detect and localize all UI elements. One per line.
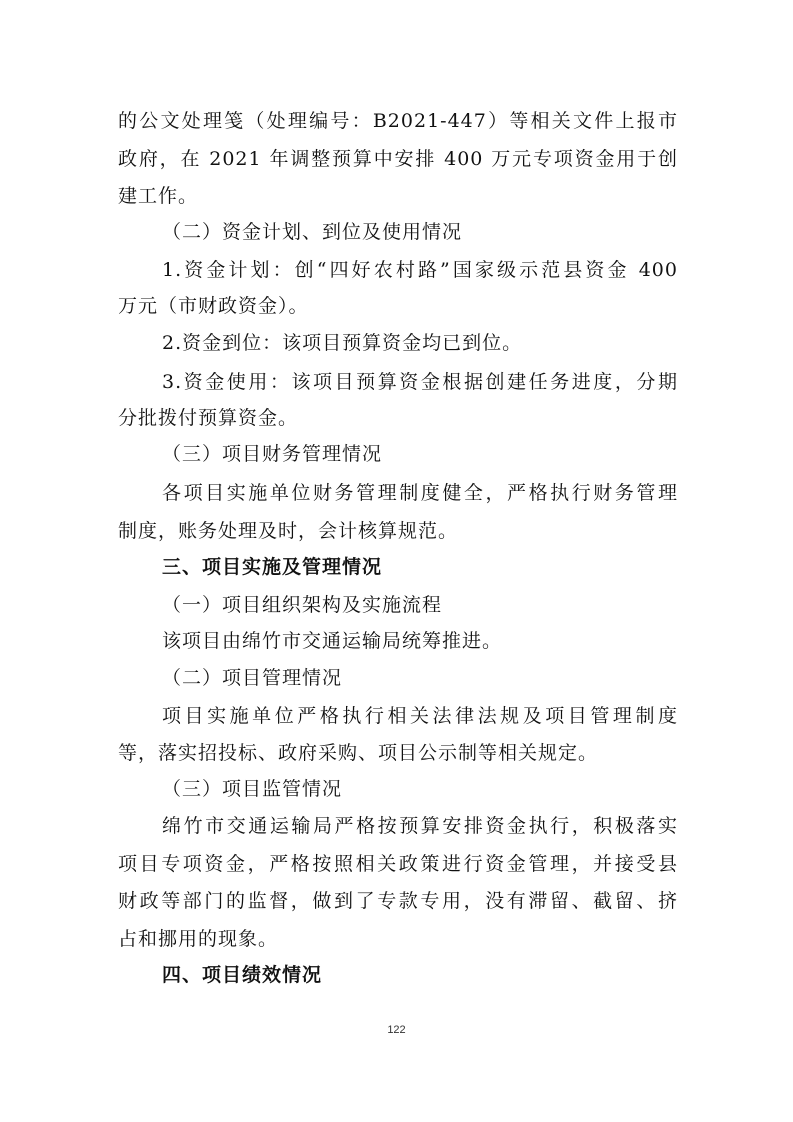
subsection-heading xyxy=(162,776,342,802)
paragraph-text: 制度，账务处理及时，会计核算规范。 xyxy=(118,520,459,542)
paragraph-text: 分批拨付预算资金。 xyxy=(118,407,299,429)
paragraph-text: 项目实施单位严格执行相关法律法规及项目管理制度 xyxy=(162,705,678,727)
paragraph-line xyxy=(162,480,678,506)
paragraph-text: 各项目实施单位财务管理制度健全，严格执行财务管理 xyxy=(162,482,678,504)
subsection-heading xyxy=(162,665,342,691)
subsection-heading-text: （二）资金计划、到位及使用情况 xyxy=(162,221,463,243)
paragraph-line xyxy=(118,518,458,544)
subsection-heading xyxy=(162,441,382,467)
paragraph-text: 占和挪用的现象。 xyxy=(118,928,279,950)
paragraph-line xyxy=(118,851,678,877)
paragraph-text: 2.资金到位：该项目预算资金均已到位。 xyxy=(162,332,523,354)
section-heading xyxy=(162,554,382,580)
paragraph-line xyxy=(118,740,598,766)
paragraph-line xyxy=(118,146,678,172)
paragraph-text: 3.资金使用：该项目预算资金根据创建任务进度，分期 xyxy=(162,371,678,393)
paragraph-line xyxy=(162,369,678,395)
paragraph-text: 1.资金计划：创“四好农村路”国家级示范县资金 400 xyxy=(162,259,678,281)
paragraph-line xyxy=(118,888,678,914)
subsection-heading xyxy=(162,592,442,618)
paragraph-line xyxy=(162,813,678,839)
paragraph-line xyxy=(118,183,198,209)
section-heading-text: 四、项目绩效情况 xyxy=(162,964,323,986)
subsection-heading-text: （三）项目监管情况 xyxy=(162,778,343,800)
paragraph-text: 的公文处理笺（处理编号：B2021-447）等相关文件上报市 xyxy=(118,110,678,132)
paragraph-text: 等，落实招投标、政府采购、项目公示制等相关规定。 xyxy=(118,742,599,764)
section-heading-text: 三、项目实施及管理情况 xyxy=(162,556,383,578)
page-number: 122 xyxy=(387,1024,406,1036)
paragraph-line xyxy=(162,257,678,283)
paragraph-text: 政府，在 2021 年调整预算中安排 400 万元专项资金用于创 xyxy=(118,148,678,170)
subsection-heading-text: （一）项目组织架构及实施流程 xyxy=(162,594,443,616)
paragraph-text: 项目专项资金，严格按照相关政策进行资金管理，并接受县 xyxy=(118,853,678,875)
paragraph-text: 该项目由绵竹市交通运输局统筹推进。 xyxy=(162,630,503,652)
paragraph-line xyxy=(118,926,278,952)
paragraph-line xyxy=(162,330,522,356)
section-heading xyxy=(162,962,322,988)
paragraph-text: 财政等部门的监督，做到了专款专用，没有滞留、截留、挤 xyxy=(118,890,678,912)
paragraph-line xyxy=(118,405,298,431)
paragraph-text: 万元（市财政资金）。 xyxy=(118,295,309,317)
paragraph-line xyxy=(118,293,309,319)
subsection-heading xyxy=(162,219,462,245)
subsection-heading-text: （三）项目财务管理情况 xyxy=(162,443,383,465)
paragraph-line xyxy=(162,703,678,729)
paragraph-text: 建工作。 xyxy=(118,185,199,207)
paragraph-text: 绵竹市交通运输局严格按预算安排资金执行，积极落实 xyxy=(162,815,678,837)
paragraph-line xyxy=(162,628,502,654)
paragraph-line xyxy=(118,108,678,134)
subsection-heading-text: （二）项目管理情况 xyxy=(162,667,343,689)
